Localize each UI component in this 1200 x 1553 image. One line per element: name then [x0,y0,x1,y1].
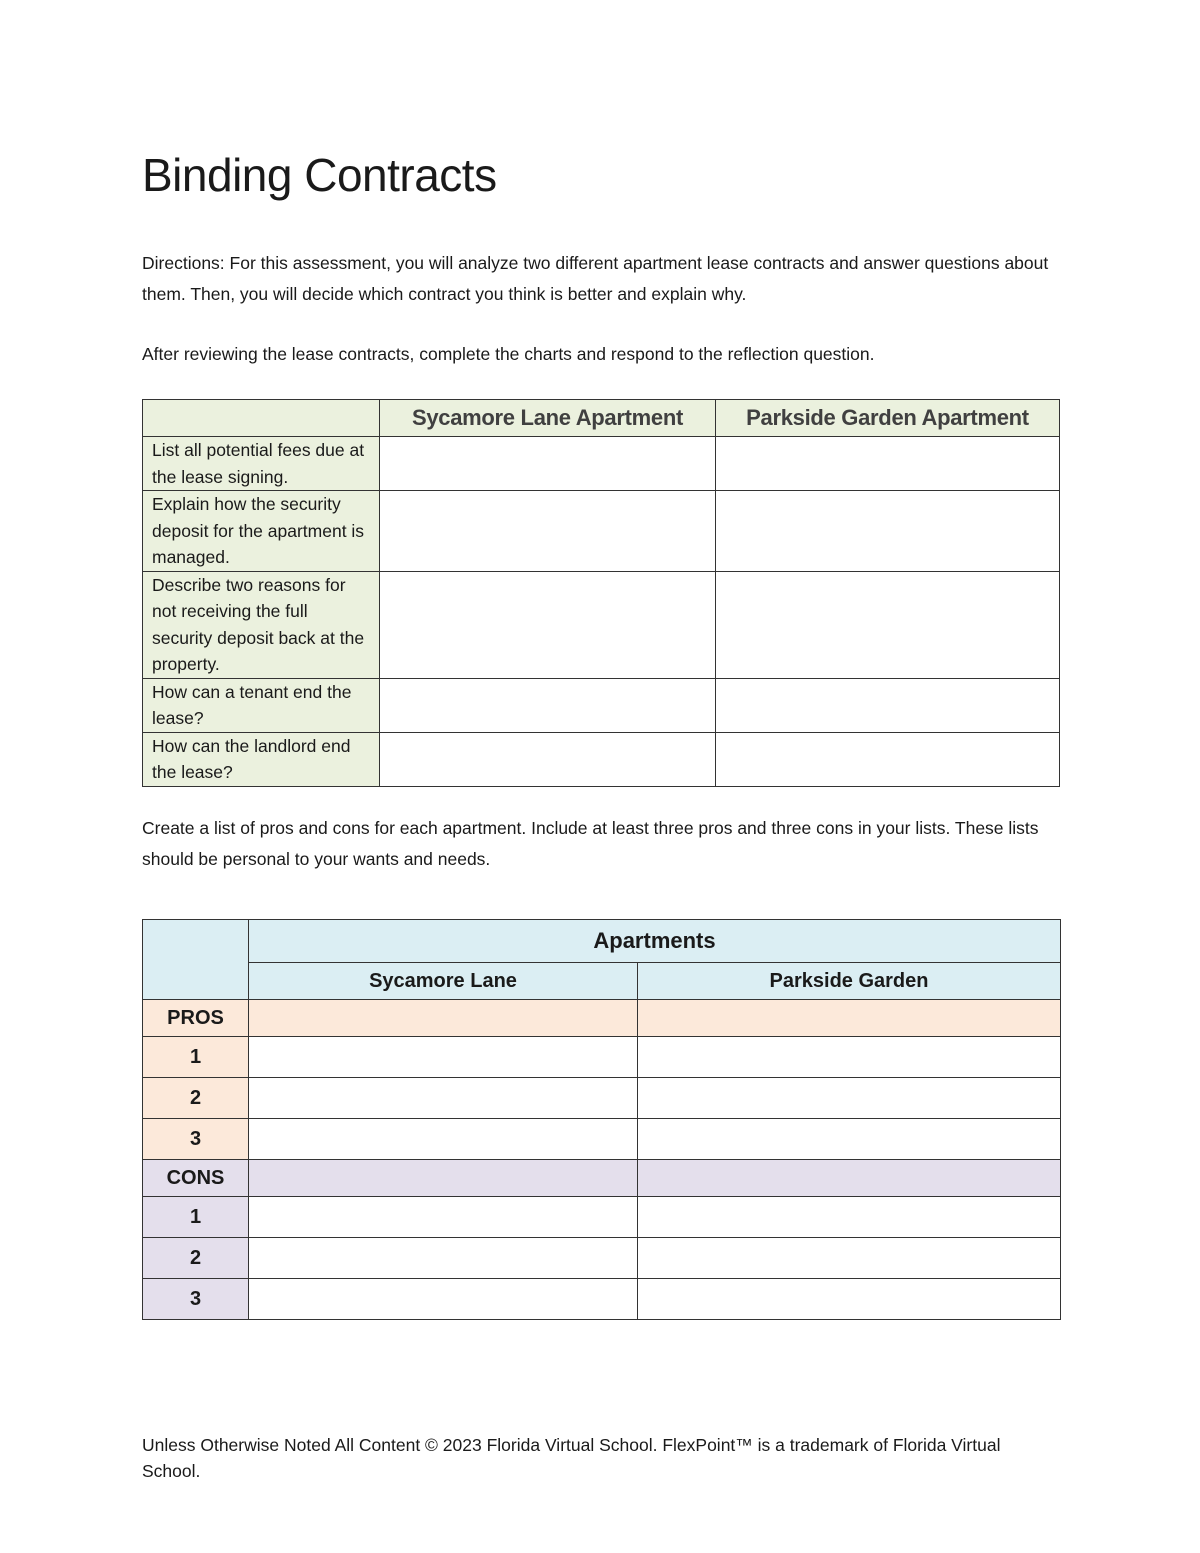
page-title: Binding Contracts [142,149,497,201]
con-1-sycamore-cell[interactable] [249,1197,638,1238]
pros-fill-sycamore [249,1000,638,1037]
question-deposit-reasons: Describe two reasons for not receiving the full security deposit back at the property. [143,571,380,678]
table-row [143,491,1060,572]
apartments-header: Apartments [249,920,1061,963]
pro-2-sycamore-cell[interactable] [249,1078,638,1119]
answer-cell-sycamore[interactable] [380,571,716,678]
answer-cell-parkside[interactable] [716,678,1060,732]
pro-2-parkside-cell[interactable] [638,1078,1061,1119]
pro-number-1: 1 [143,1037,249,1078]
table-row [143,1119,1061,1160]
table-row [143,1197,1061,1238]
pros-cons-table [142,919,1061,1320]
table-row [143,1279,1061,1320]
answer-cell-sycamore[interactable] [380,678,716,732]
column-header-sycamore: Sycamore Lane Apartment [380,400,716,437]
pros-header-row [143,1000,1061,1037]
after-reviewing-text: After reviewing the lease contracts, complete the charts and respond to the reflection question. [142,344,875,364]
con-number-1: 1 [143,1197,249,1238]
cons-fill-parkside [638,1160,1061,1197]
question-security-deposit: Explain how the security deposit for the apartment is managed. [143,491,380,572]
pro-3-parkside-cell[interactable] [638,1119,1061,1160]
answer-cell-parkside[interactable] [716,437,1060,491]
footer-copyright: Unless Otherwise Noted All Content © 2023 Florida Virtual School. FlexPoint™ is a trademark of Florida Virtual School. [142,1435,1001,1481]
pro-number-2: 2 [143,1078,249,1119]
comparison-corner-cell [143,400,380,437]
pros-cons-corner-cell [143,920,249,1000]
con-3-parkside-cell[interactable] [638,1279,1061,1320]
con-3-sycamore-cell[interactable] [249,1279,638,1320]
con-2-parkside-cell[interactable] [638,1238,1061,1279]
apartments-header-row [143,920,1061,963]
directions-text: Directions: For this assessment, you will analyze two different apartment lease contracts and answer questions about them. Then, you will decide which contract you think is better and explain why. [142,253,1049,304]
column-header-parkside-garden: Parkside Garden [638,963,1061,1000]
table-row [143,732,1060,786]
table-row [143,1078,1061,1119]
answer-cell-sycamore[interactable] [380,732,716,786]
pro-3-sycamore-cell[interactable] [249,1119,638,1160]
answer-cell-parkside[interactable] [716,491,1060,572]
con-1-parkside-cell[interactable] [638,1197,1061,1238]
table-row [143,437,1060,491]
column-header-parkside: Parkside Garden Apartment [716,400,1060,437]
question-landlord-end: How can the landlord end the lease? [143,732,380,786]
column-header-sycamore-lane: Sycamore Lane [249,963,638,1000]
pro-1-sycamore-cell[interactable] [249,1037,638,1078]
cons-label: CONS [143,1160,249,1197]
con-number-2: 2 [143,1238,249,1279]
pros-fill-parkside [638,1000,1061,1037]
question-tenant-end: How can a tenant end the lease? [143,678,380,732]
table-row [143,1037,1061,1078]
answer-cell-parkside[interactable] [716,732,1060,786]
con-number-3: 3 [143,1279,249,1320]
answer-cell-parkside[interactable] [716,571,1060,678]
pro-1-parkside-cell[interactable] [638,1037,1061,1078]
apartment-names-row [143,963,1061,1000]
table-row [143,571,1060,678]
answer-cell-sycamore[interactable] [380,437,716,491]
question-fees: List all potential fees due at the lease signing. [143,437,380,491]
con-2-sycamore-cell[interactable] [249,1238,638,1279]
table-row [143,1238,1061,1279]
comparison-header-row [143,400,1060,437]
pros-cons-instructions: Create a list of pros and cons for each apartment. Include at least three pros and three cons in your lists. These lists should be personal to your wants and needs. [142,818,1039,869]
pros-label: PROS [143,1000,249,1037]
answer-cell-sycamore[interactable] [380,491,716,572]
cons-header-row [143,1160,1061,1197]
pro-number-3: 3 [143,1119,249,1160]
table-row [143,678,1060,732]
comparison-table [142,399,1060,787]
cons-fill-sycamore [249,1160,638,1197]
